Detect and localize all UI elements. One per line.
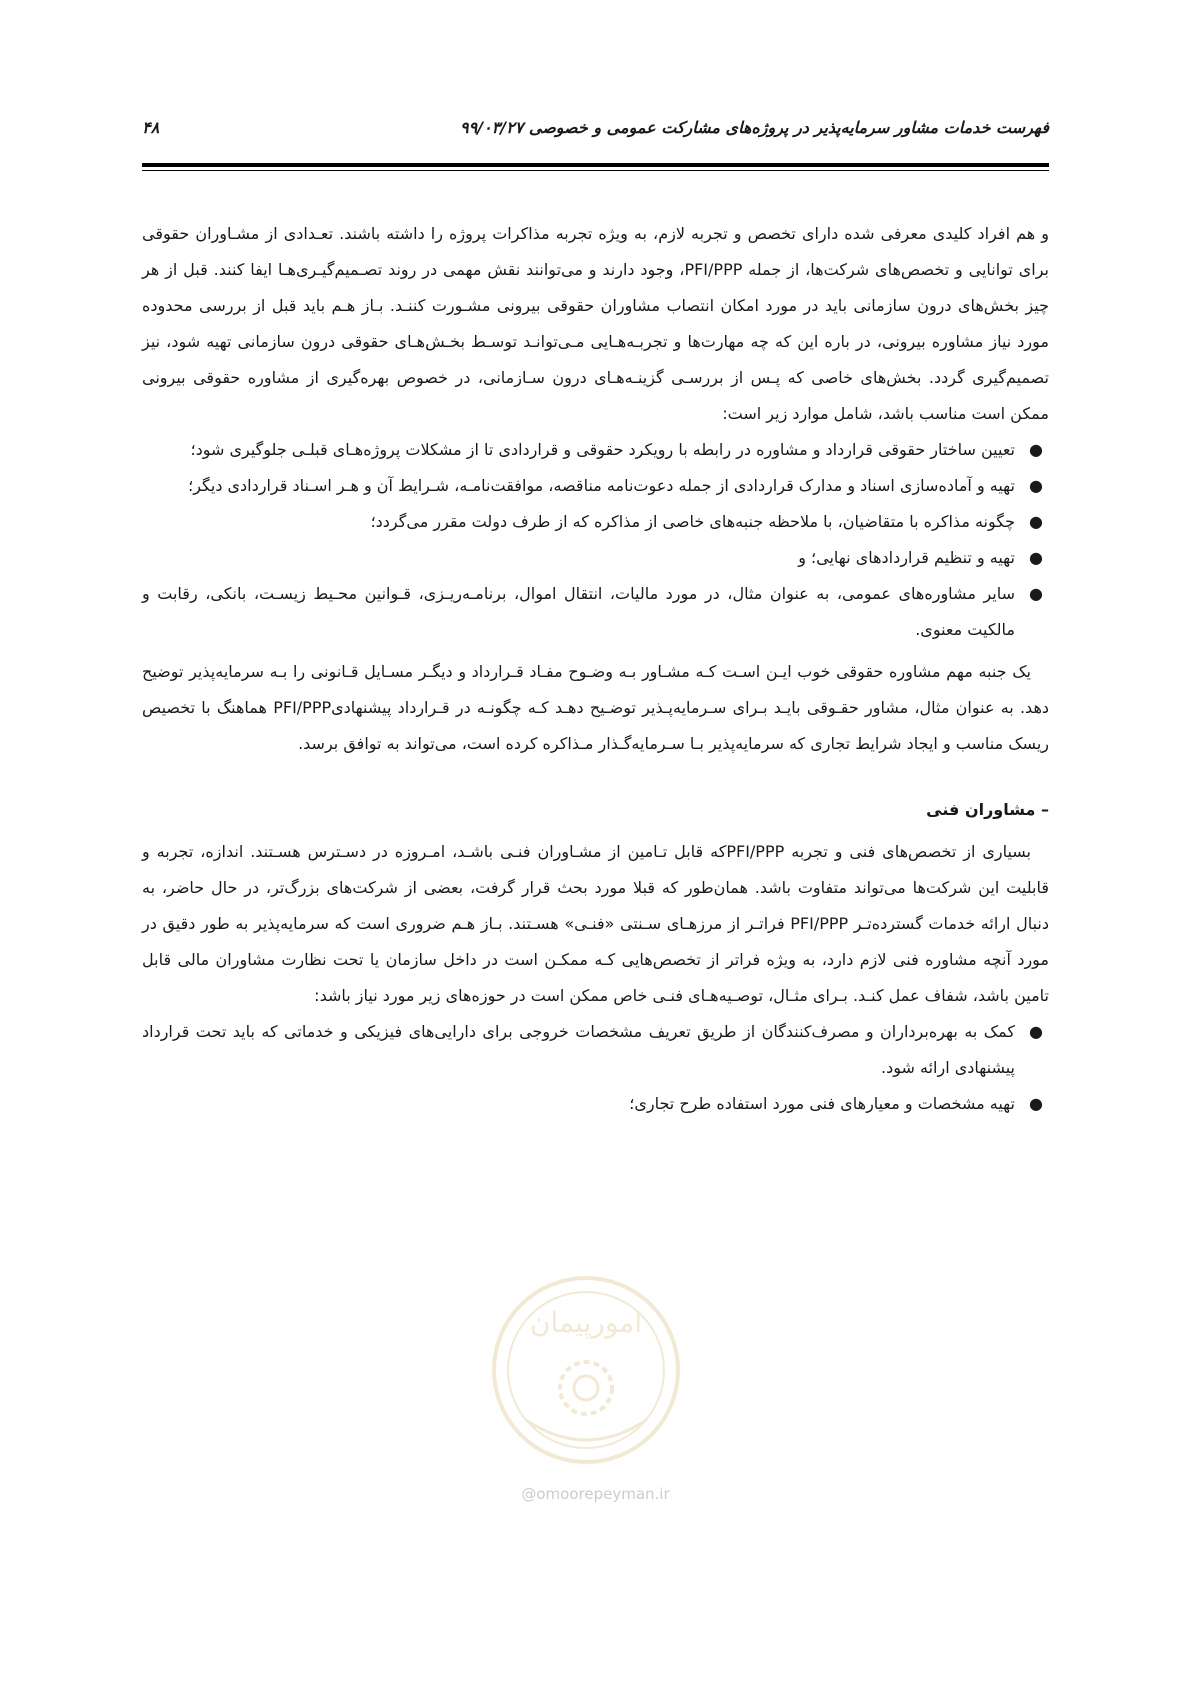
list-item-text: تهیه و تنظیم قراردادهای نهایی؛ و — [798, 548, 1015, 567]
page-number: ۴۸ — [142, 118, 160, 137]
list-item — [142, 432, 1049, 468]
bullet-icon: ● — [1029, 476, 1043, 495]
bullet-icon: ● — [1029, 548, 1043, 567]
bullet-icon: ● — [1029, 512, 1043, 531]
bullet-icon: ● — [1029, 584, 1043, 603]
header-title: فهرست خدمات مشاور سرمایه‌پذیر در پروژه‌های مشارکت عمومی و خصوصی ۹۹/۰۳/۲۷ — [460, 118, 1049, 137]
list-item-text: تهیه و آماده‌سازی اسناد و مدارک قراردادی از جمله دعوت‌نامه مناقصه، موافقت‌نامـه، شـرایط آن و هـر اسـناد قراردادی دیگر؛ — [188, 476, 1015, 495]
legal-services-list — [142, 432, 1049, 648]
list-item — [142, 504, 1049, 540]
header-rule-thin — [142, 170, 1049, 171]
watermark-logo-text: امورپیمان — [529, 1306, 643, 1339]
bullet-icon: ● — [1029, 440, 1043, 459]
paragraph-legal-advisors: و هم افراد کلیدی معرفی شده دارای تخصص و تجربه لازم، به ویژه تجربه مذاکرات پروژه را داشته باشند. تعـدادی از مشـاوران حقوقی برای توانایی و تخصص‌های شرکت‌ها، از جمله PFI/PPP، وجود دارند و می‌توانند نقش مهمی در روند تصـمیم‌گیـری‌هـا ایفا کنند. قبل از هر چیز بخش‌های درون سازمانی باید در مورد امکان انتصاب مشاوران حقوقی بیرونی مشـورت کننـد. بـاز هـم باید قبل از بررسی محدوده مورد نیاز مشاوره بیرونی، در باره این که چه مهارت‌ها و تجربـه‌هـایی مـی‌توانـد توسـط بخـش‌هـای حقوقی درون سازمانی تهیه شود، نیز تصمیم‌گیری گردد. بخش‌های خاصی که پـس از بررسـی گزینـه‌هـای درون سـازمانی، در خصوص بهره‌گیری از مشاوره حقوقی بیرونی ممکن است مناسب باشد، شامل موارد زیر است: — [142, 224, 1050, 423]
list-item — [142, 540, 1049, 576]
list-item-text: چگونه مذاکره با متقاضیان، با ملاحظه جنبه‌های خاصی از مذاکره که از طرف دولت مقرر می‌گردد؛ — [370, 512, 1015, 531]
list-item-text: سایر مشاوره‌های عمومی، به عنوان مثال، در مورد مالیات، انتقال اموال، برنامـه‌ریـزی، قـوانین محـیط زیسـت، بانکی، رقابت و مالکیت معنوی. — [142, 584, 1015, 639]
section-heading-technical-advisors: – مشاوران فنی — [926, 800, 1049, 819]
list-item-text: کمک به بهره‌برداران و مصرف‌کنندگان از طریق تعریف مشخصات خروجی برای دارایی‌های فیزیکی و خدماتی که باید تحت قرارداد پیشنهادی ارائه شود. — [142, 1022, 1015, 1077]
list-item-text: تعیین ساختار حقوقی قرارداد و مشاوره در رابطه با رویکرد حقوقی و قراردادی تا از مشکلات پروژه‌هـای قبلـی جلوگیری شود؛ — [190, 440, 1015, 459]
page-body — [142, 216, 1049, 1122]
list-item-text: تهیه مشخصات و معیارهای فنی مورد استفاده طرح تجاری؛ — [629, 1094, 1015, 1113]
paragraph-technical-advisors: بسیاری از تخصص‌های فنی و تجربه PFI/PPPکه قابل تـامین از مشـاوران فنـی باشـد، امـروزه در دسـترس هسـتند. اندازه، تجربه و قابلیت این شرکت‌ها می‌تواند متفاوت باشد. همان‌طور که قبلا مورد بحث قرار گرفت، بعضی از شرکت‌های بزرگ‌تر، در حال حاضر، به دنبال ارائه خدمات گسترده‌تـر PFI/PPP فراتـر از مرزهـای سـنتی «فنـی» هسـتند. بـاز هـم ضروری است که سرمایه‌پذیر به طور دقیق در مورد آنچه مشاوره فنی لازم دارد، به ویژه فراتر از تخصص‌هایی کـه ممکـن است در داخل سازمان یا تحت نظارت مشاوران مالی قابل تامین باشد، شفاف عمل کنـد. بـرای مثـال، توصـیه‌هـای فنـی خاص ممکن است در حوزه‌های زیر مورد نیاز باشد: — [142, 842, 1049, 1005]
header-rule-thick — [142, 163, 1049, 167]
bullet-icon: ● — [1029, 1022, 1043, 1041]
list-item — [142, 576, 1049, 648]
list-item — [142, 468, 1049, 504]
watermark-url: @omoorepeyman.ir — [521, 1485, 670, 1503]
watermark-logo — [486, 1270, 686, 1470]
list-item — [142, 1014, 1049, 1086]
list-item — [142, 1086, 1049, 1122]
bullet-icon: ● — [1029, 1094, 1043, 1113]
technical-services-list — [142, 1014, 1049, 1122]
paragraph-legal-advice-aspect: یک جنبه مهم مشاوره حقوقی خوب ایـن اسـت کـه مشـاور بـه وضـوح مفـاد قـرارداد و دیگـر مسـایل قـانونی را بـه سرمایه‌پذیر توضیح دهد. به عنوان مثال، مشاور حقـوقی بایـد بـرای سـرمایه‌پـذیر توضـیح دهـد کـه چگونـه در قـرارداد پیشنهادیPFI/PPP هماهنگ با تخصیص ریسک مناسب و ایجاد شرایط تجاری که سرمایه‌پذیر بـا سـرمایه‌گـذار مـذاکره کرده است، می‌تواند به توافق برسد. — [142, 662, 1050, 753]
running-header — [142, 118, 1049, 150]
